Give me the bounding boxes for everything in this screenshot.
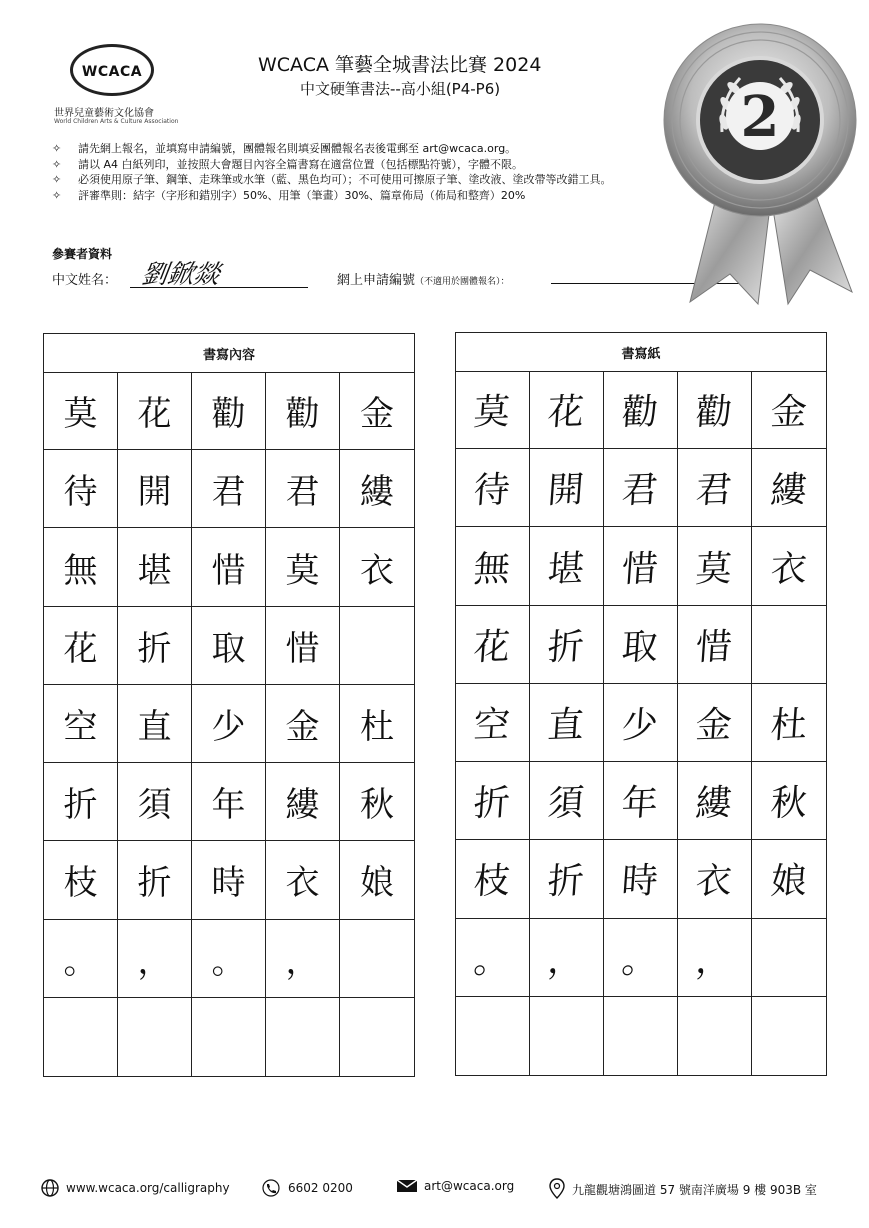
content-cell: [192, 607, 266, 685]
name-field[interactable]: 劉鍁燚: [139, 260, 222, 290]
writing-char: 枝: [472, 860, 512, 904]
content-char: 折: [137, 863, 172, 904]
content-char: 年: [211, 785, 246, 826]
content-char: 惜: [285, 628, 320, 669]
writing-char: 金: [694, 704, 734, 747]
second-place-ribbon-icon: [660, 12, 860, 312]
bullet-icon: ✧: [52, 157, 62, 171]
writing-cell: [604, 684, 678, 762]
writing-cell: [678, 606, 752, 684]
writing-cell: [678, 997, 752, 1075]
content-cell: [266, 450, 340, 528]
content-char: ，: [285, 941, 320, 982]
writing-char: 待: [472, 469, 512, 512]
content-cell: [192, 841, 266, 919]
content-char: 。: [211, 941, 246, 982]
content-cell: [266, 685, 340, 763]
content-char: 取: [211, 628, 246, 669]
content-cell: [118, 920, 192, 998]
writing-char: 秋: [769, 782, 809, 825]
writing-cell: [530, 840, 604, 918]
content-char: 莫: [285, 550, 320, 591]
writing-char: 君: [620, 469, 660, 512]
rule-item: ✧ 請以 A4 白紙列印，並按照大會題目內容全篇書寫在適當位置（包括標點符號），字體不限。: [52, 157, 524, 171]
content-char: 時: [211, 863, 246, 904]
content-char: 金: [360, 394, 394, 435]
content-cell: [266, 528, 340, 606]
logo-text: WCACA: [81, 64, 143, 80]
name-underline: [130, 287, 308, 288]
content-char: 杜: [360, 706, 394, 747]
content-cell: [266, 372, 340, 450]
content-char: 金: [285, 706, 320, 747]
content-char: ，: [137, 941, 172, 982]
writing-cell: [678, 919, 752, 997]
content-char: 君: [211, 472, 246, 513]
writing-cell: [456, 684, 530, 762]
writing-cell: [530, 762, 604, 840]
content-cell: [340, 528, 414, 606]
content-cell: [266, 920, 340, 998]
content-char: 衣: [360, 550, 394, 591]
writing-cell: [604, 527, 678, 605]
content-cell: [340, 763, 414, 841]
content-char: 縷: [285, 785, 320, 826]
content-cell: [44, 763, 118, 841]
writing-cell: [456, 997, 530, 1075]
writing-char: 時: [620, 860, 660, 904]
rule-item: ✧ 必須使用原子筆、鋼筆、走珠筆或水筆（藍、黑色均可）；不可使用可擦原子筆、塗改液、塗改帶等改錯工具。: [52, 173, 612, 186]
writing-cell: [530, 997, 604, 1075]
content-grid: [44, 372, 414, 1076]
writing-cell: [678, 762, 752, 840]
writing-char: 杜: [769, 704, 809, 747]
writing-char: 取: [620, 626, 660, 669]
writing-cell: [678, 684, 752, 762]
writing-char: 娘: [769, 860, 809, 904]
writing-cell: [456, 527, 530, 605]
writing-char: 年: [620, 782, 660, 825]
content-char: 待: [63, 472, 98, 513]
writing-char: 折: [472, 782, 512, 825]
writing-cell: [456, 606, 530, 684]
footer-email: art@wcaca.org: [396, 1178, 514, 1194]
writing-grid: [456, 371, 826, 1075]
writing-char: 惜: [620, 547, 660, 591]
writing-char: 。: [472, 939, 512, 982]
writing-cell: [530, 606, 604, 684]
logo-subtitle-en: World Children Arts & Culture Association: [54, 118, 179, 125]
name-label: 中文姓名：: [52, 273, 118, 288]
content-cell: [118, 528, 192, 606]
writing-char: 折: [546, 860, 586, 904]
content-cell: [192, 763, 266, 841]
content-char: 無: [63, 550, 98, 591]
registration-note: （不適用於團體報名）：: [415, 277, 510, 287]
writing-cell: [678, 527, 752, 605]
rule-item: ✧ 請先網上報名，並填寫申請編號，團體報名則填妥團體報名表後電郵至 art@wcaca.org。: [52, 142, 517, 155]
rule-item: ✧ 評審準則：結字（字形和錯別字）50%、用筆（筆畫）30%、篇章佈局（佈局和整齊）20%: [52, 188, 526, 202]
content-char: 須: [137, 785, 172, 826]
participant-heading: 參賽者資料: [52, 247, 113, 261]
content-cell: [266, 998, 340, 1076]
rules-list: [52, 141, 752, 203]
writing-cell: [604, 919, 678, 997]
writing-char: 莫: [472, 391, 512, 434]
writing-cell: [530, 919, 604, 997]
writing-cell: [752, 997, 826, 1075]
content-char: 花: [63, 628, 98, 669]
content-cell: [44, 685, 118, 763]
content-cell: [44, 607, 118, 685]
writing-cell: [604, 997, 678, 1075]
content-cell: [340, 998, 414, 1076]
content-table-header: 書寫內容: [44, 334, 414, 373]
writing-cell: [530, 449, 604, 527]
content-char: 秋: [360, 785, 394, 826]
footer-address: 九龍觀塘鴻圖道 57 號南洋廣場 9 樓 903B 室: [548, 1178, 817, 1200]
writing-cell: [678, 840, 752, 918]
content-char: 莫: [63, 394, 98, 435]
writing-char: 折: [546, 626, 586, 669]
content-cell: [118, 763, 192, 841]
content-char: 娘: [360, 863, 394, 904]
writing-char: 衣: [769, 547, 809, 591]
content-char: 少: [211, 706, 246, 747]
writing-char: 開: [546, 469, 586, 512]
content-cell: [44, 841, 118, 919]
content-cell: [44, 450, 118, 528]
writing-cell: [604, 606, 678, 684]
registration-label: 網上申請編號（不適用於團體報名）：: [337, 273, 510, 288]
writing-char: 花: [546, 391, 586, 434]
writing-char: 莫: [694, 547, 734, 591]
writing-cell: [456, 762, 530, 840]
writing-char: 勸: [620, 391, 660, 434]
writing-char: 縷: [694, 782, 734, 825]
bullet-icon: ✧: [52, 173, 62, 186]
writing-char: 直: [546, 704, 586, 747]
writing-char: 須: [546, 782, 586, 825]
content-cell: [192, 528, 266, 606]
content-cell: [118, 450, 192, 528]
writing-cell: [678, 449, 752, 527]
writing-char: 惜: [694, 626, 734, 669]
content-cell: [44, 528, 118, 606]
content-char: 折: [137, 628, 172, 669]
writing-char: 堪: [546, 547, 586, 591]
content-cell: [44, 372, 118, 450]
content-char: 堪: [137, 550, 172, 591]
writing-cell: [456, 449, 530, 527]
footer-phone: 6602 0200: [260, 1178, 353, 1198]
location-pin-icon: [548, 1178, 566, 1200]
writing-char: 無: [472, 547, 512, 591]
content-cell: [266, 763, 340, 841]
mail-icon: [396, 1178, 418, 1194]
content-cell: [192, 685, 266, 763]
page-subtitle: 中文硬筆書法--高小組(P4-P6): [300, 80, 501, 98]
footer-website: www.wcaca.org/calligraphy: [40, 1178, 230, 1198]
writing-cell: [752, 371, 826, 449]
footer: [40, 1178, 840, 1202]
content-char: 空: [63, 706, 98, 747]
content-cell: [340, 450, 414, 528]
writing-cell: [752, 449, 826, 527]
writing-cell: [752, 606, 826, 684]
content-char: 枝: [63, 863, 98, 904]
writing-cell: [678, 371, 752, 449]
content-cell: [340, 607, 414, 685]
content-cell: [118, 998, 192, 1076]
content-char: 折: [63, 785, 98, 826]
writing-char: 勸: [694, 391, 734, 434]
writing-char: ，: [546, 939, 586, 982]
writing-cell: [604, 762, 678, 840]
content-cell: [266, 841, 340, 919]
content-cell: [118, 372, 192, 450]
writing-cell: [752, 684, 826, 762]
content-cell: [192, 998, 266, 1076]
content-char: 君: [285, 472, 320, 513]
bullet-icon: ✧: [52, 142, 62, 155]
content-char: 花: [137, 394, 172, 435]
writing-char: ，: [694, 939, 734, 982]
content-char: 勸: [285, 394, 320, 435]
content-cell: [192, 920, 266, 998]
writing-char: 金: [769, 391, 809, 434]
content-cell: [192, 450, 266, 528]
content-char: 衣: [285, 863, 320, 904]
writing-char: 君: [694, 469, 734, 512]
content-char: 直: [137, 706, 172, 747]
writing-cell: [604, 840, 678, 918]
content-cell: [118, 841, 192, 919]
page-title: WCACA 筆藝全城書法比賽 2024: [258, 54, 542, 76]
writing-table: [455, 332, 827, 1076]
bullet-icon: ✧: [52, 188, 62, 202]
content-cell: [192, 372, 266, 450]
globe-icon: [40, 1178, 60, 1198]
content-table: [43, 333, 415, 1077]
writing-char: 空: [472, 704, 512, 747]
writing-cell: [530, 684, 604, 762]
writing-char: 縷: [769, 469, 809, 512]
writing-cell: [752, 919, 826, 997]
writing-cell: [752, 840, 826, 918]
content-char: 惜: [211, 550, 246, 591]
writing-cell: [530, 371, 604, 449]
content-cell: [340, 372, 414, 450]
writing-char: 。: [620, 939, 660, 982]
content-cell: [266, 607, 340, 685]
content-cell: [340, 920, 414, 998]
writing-cell: [456, 840, 530, 918]
content-cell: [44, 998, 118, 1076]
content-char: 縷: [360, 472, 394, 513]
content-cell: [44, 920, 118, 998]
writing-cell: [752, 762, 826, 840]
logo-subtitle: 世界兒童藝術文化協會: [54, 108, 154, 119]
writing-cell: [604, 371, 678, 449]
content-cell: [118, 607, 192, 685]
content-cell: [118, 685, 192, 763]
badge-rank: 2: [740, 84, 780, 150]
content-char: 勸: [211, 394, 246, 435]
writing-cell: [752, 527, 826, 605]
writing-char: 衣: [694, 860, 734, 904]
writing-char: 少: [620, 704, 660, 747]
content-char: 開: [137, 472, 172, 513]
content-cell: [340, 841, 414, 919]
content-cell: [340, 685, 414, 763]
writing-cell: [530, 527, 604, 605]
content-char: 。: [63, 941, 98, 982]
phone-icon: [260, 1178, 282, 1198]
writing-table-header: 書寫紙: [456, 333, 826, 372]
writing-cell: [456, 919, 530, 997]
writing-cell: [456, 371, 530, 449]
writing-cell: [604, 449, 678, 527]
writing-char: 花: [472, 626, 512, 669]
